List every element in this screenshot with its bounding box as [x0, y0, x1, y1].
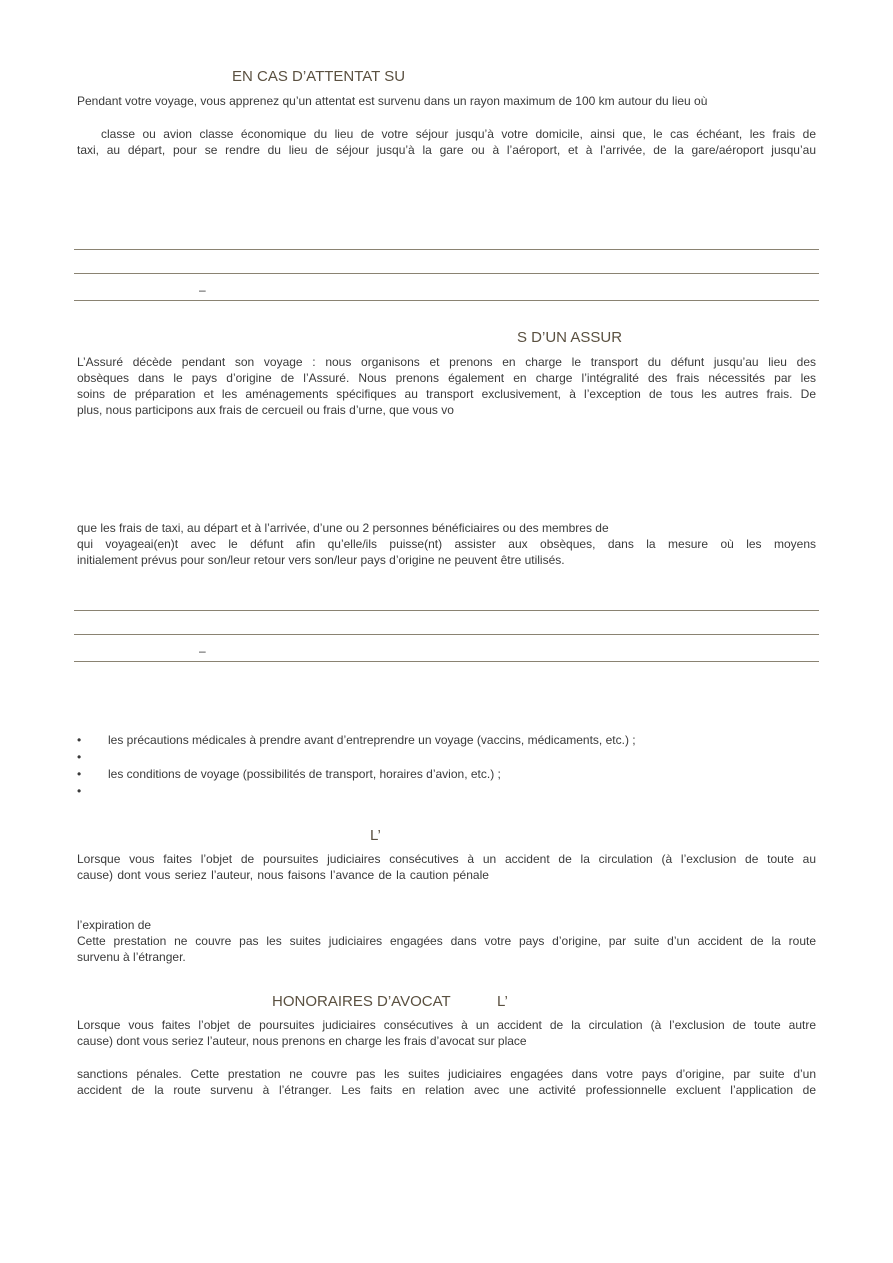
- table-dash: –: [199, 644, 206, 658]
- caution-p2-line-1: l’expiration de: [77, 918, 152, 932]
- deces-p1-line-1: L’Assuré décède pendant son voyage : nous organisons et prenons en charge le transport du défunt jusqu’au lieu des: [77, 355, 816, 369]
- avocat-p1-line-1: Lorsque vous faites l’objet de poursuites judiciaires consécutives à un accident de la circulation (à l’exclusion de toute autre: [77, 1018, 816, 1032]
- avocat-p1-line-2: cause) dont vous seriez l’auteur, nous prenons en charge les frais d’avocat sur place: [77, 1034, 527, 1048]
- bullet-marker: •: [77, 767, 82, 781]
- table-rule: [74, 634, 819, 635]
- bullet-marker: •: [77, 750, 82, 764]
- bullet-marker: •: [77, 733, 82, 747]
- caution-p1-line-2: cause) dont vous seriez l’auteur, nous faisons l’avance de la caution pénale: [77, 868, 489, 882]
- section-title-deces: S D’UN ASSUR: [517, 329, 623, 346]
- deces-p2-line-3: initialement prévus pour son/leur retour vers son/leur pays d’origine ne peuvent être utilisés.: [77, 553, 565, 567]
- attentat-paragraph-1: Pendant votre voyage, vous apprenez qu’un attentat est survenu dans un rayon maximum de 100 km autour du lieu où: [77, 94, 708, 108]
- caution-paragraph-2: [77, 933, 816, 965]
- table-rule: [74, 273, 819, 274]
- avocat-p2-line-1: sanctions pénales. Cette prestation ne couvre pas les suites judiciaires engagées dans votre pays d’origine, par suite d’un: [77, 1067, 816, 1081]
- avocat-paragraph-1: [77, 1017, 816, 1049]
- deces-p1-line-4: plus, nous participons aux frais de cercueil ou frais d’urne, que vous vo: [77, 403, 454, 417]
- deces-p1-line-3: soins de préparation et les aménagements spécifiques au transport exclusivement, à l’exception de tous les autres frais. De: [77, 387, 816, 401]
- caution-p1-line-1: Lorsque vous faites l’objet de poursuites judiciaires consécutives à un accident de la circulation (à l’exclusion de toute au: [77, 852, 816, 866]
- caution-p2-line-3: survenu à l’étranger.: [77, 950, 186, 964]
- attentat-paragraph-2-line-1: classe ou avion classe économique du lieu de votre séjour jusqu’à votre domicile, ainsi que, le cas échéant, les frais de: [101, 127, 816, 141]
- table-rule: [74, 300, 819, 301]
- section-title-caution: L’: [370, 827, 381, 844]
- bullet-marker: •: [77, 784, 82, 798]
- table-rule: [74, 661, 819, 662]
- section-title-avocat-suffix: L’: [497, 993, 508, 1010]
- attentat-paragraph-2-line-2: taxi, au départ, pour se rendre du lieu de séjour jusqu’à la gare ou à l’aéroport, et à l’arrivée, de la gare/aéroport jusqu’au: [77, 143, 816, 157]
- caution-paragraph-1: [77, 851, 816, 883]
- deces-p2-line-2: qui voyageai(en)t avec le défunt afin qu’elle/ils puisse(nt) assister aux obsèques, dans la mesure où les moyens: [77, 537, 816, 551]
- section-title-attentat: EN CAS D’ATTENTAT SU: [232, 68, 406, 85]
- table-dash: –: [199, 283, 206, 297]
- avocat-p2-line-2: accident de la route survenu à l’étranger. Les faits en relation avec une activité professionnelle excluent l’application de: [77, 1083, 816, 1097]
- caution-p2-line-2: Cette prestation ne couvre pas les suites judiciaires engagées dans votre pays d’origine, par suite d’un accident de la route: [77, 934, 816, 948]
- deces-p2-line-1: que les frais de taxi, au départ et à l’arrivée, d’une ou 2 personnes bénéficiaires ou des membres de: [77, 521, 609, 535]
- avocat-paragraph-2: [77, 1066, 816, 1098]
- attentat-paragraph-2: [77, 126, 816, 158]
- section-title-avocat: HONORAIRES D’AVOCAT: [272, 993, 451, 1010]
- deces-paragraph-1: [77, 354, 816, 418]
- bullet-item-3: les conditions de voyage (possibilités de transport, horaires d’avion, etc.) ;: [108, 767, 501, 781]
- bullet-item-1: les précautions médicales à prendre avant d’entreprendre un voyage (vaccins, médicaments, etc.) ;: [108, 733, 636, 747]
- table-rule: [74, 610, 819, 611]
- table-rule: [74, 249, 819, 250]
- deces-p1-line-2: obsèques dans le pays d’origine de l’Assuré. Nous prenons également en charge l’intégralité des frais nécessités par les: [77, 371, 816, 385]
- deces-paragraph-2: [77, 536, 816, 568]
